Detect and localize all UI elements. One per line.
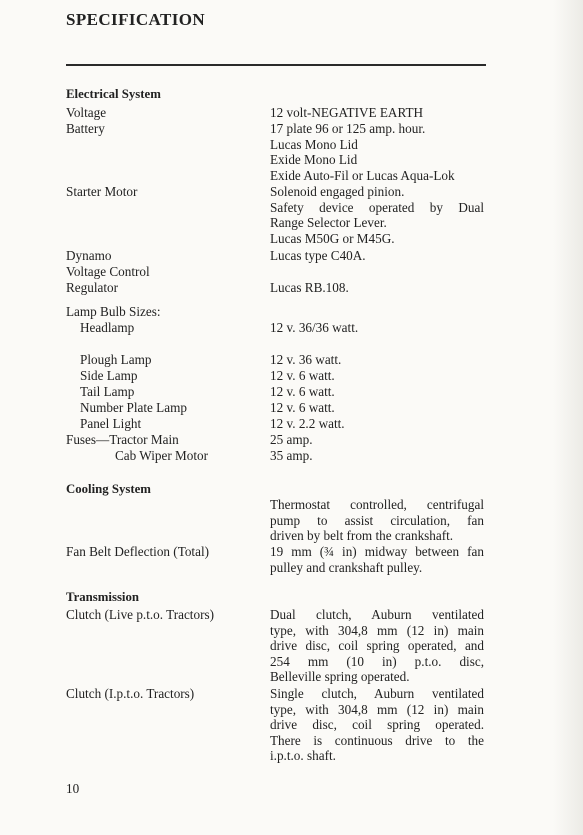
clutch-live-label: Clutch (Live p.t.o. Tractors) [66,607,214,622]
clutch-live-line: Belleville spring operated. [270,669,410,684]
clutch-ipto-line: type, with 304,8 mm (12 in) main [270,701,484,717]
lamp-sizes-label: Lamp Bulb Sizes: [66,304,161,319]
clutch-live-value [270,607,484,685]
page-edge-shadow [553,0,583,835]
clutch-live-line: 254 mm (10 in) p.t.o. disc, [270,653,484,669]
panel-light-value: 12 v. 2.2 watt. [270,416,345,431]
starter-line: Range Selector Lever. [270,215,387,230]
voltage-control-label: Voltage Control [66,264,150,279]
battery-line: Exide Auto-Fil or Lucas Aqua-Lok [270,167,455,183]
dynamo-label: Dynamo [66,248,112,263]
clutch-live-line: Dual clutch, Auburn ventilated [270,607,484,622]
page-title: SPECIFICATION [66,10,206,29]
side-lamp-value: 12 v. 6 watt. [270,368,335,383]
cooling-description [270,497,484,544]
battery-line: Lucas Mono Lid [270,136,358,152]
starter-line: Safety device operated by Dual [270,199,484,215]
regulator-label: Regulator [66,280,119,295]
fan-belt-line: pulley and crankshaft pulley. [270,559,423,575]
side-lamp-label: Side Lamp [80,368,138,383]
clutch-ipto-label: Clutch (I.p.t.o. Tractors) [66,686,195,701]
panel-light-label: Panel Light [80,416,142,431]
clutch-ipto-line: There is continuous drive to the [270,732,484,748]
fan-belt-label: Fan Belt Deflection (Total) [66,544,209,559]
starter-line: Solenoid engaged pinion. [270,184,405,199]
number-plate-lamp-value: 12 v. 6 watt. [270,400,335,415]
clutch-ipto-line: i.p.t.o. shaft. [270,748,336,763]
tail-lamp-value: 12 v. 6 watt. [270,384,335,399]
clutch-live-line: type, with 304,8 mm (12 in) main [270,622,484,638]
voltage-label: Voltage [66,105,107,120]
plough-lamp-label: Plough Lamp [80,352,152,367]
plough-lamp-value: 12 v. 36 watt. [270,352,342,367]
clutch-ipto-line: drive disc, coil spring operated. [270,717,484,732]
headlamp-label: Headlamp [80,320,135,335]
battery-value [270,121,484,183]
starter-line: Lucas M50G or M45G. [270,230,395,246]
electrical-heading: Electrical System [66,87,161,101]
regulator-value: Lucas RB.108. [270,280,349,295]
fuses-tractor-label: Fuses—Tractor Main [66,432,179,447]
clutch-live-line: drive disc, coil spring operated, and [270,638,484,653]
fuses-tractor-value: 25 amp. [270,432,313,447]
fan-belt-value [270,544,484,575]
fuses-cab-value: 35 amp. [270,448,313,463]
title-rule [66,64,486,66]
battery-line: Exide Mono Lid [270,152,358,167]
page-number: 10 [66,781,80,796]
number-plate-lamp-label: Number Plate Lamp [80,400,187,415]
clutch-ipto-line: Single clutch, Auburn ventilated [270,686,484,701]
tail-lamp-label: Tail Lamp [80,384,135,399]
transmission-heading: Transmission [66,590,140,604]
cooling-heading: Cooling System [66,482,151,496]
battery-line: 17 plate 96 or 125 amp. hour. [270,121,426,136]
fuses-cab-label: Cab Wiper Motor [115,448,208,463]
clutch-ipto-value [270,686,484,764]
fan-belt-line: 19 mm (¾ in) midway between fan [270,544,484,559]
battery-label: Battery [66,121,105,136]
cooling-line: Thermostat controlled, centrifugal [270,497,484,512]
headlamp-value: 12 v. 36/36 watt. [270,320,359,335]
cooling-line: pump to assist circulation, fan [270,512,484,528]
starter-label: Starter Motor [66,184,138,199]
voltage-value: 12 volt-NEGATIVE EARTH [270,105,424,120]
dynamo-value: Lucas type C40A. [270,248,366,263]
starter-value [270,184,484,246]
cooling-line: driven by belt from the crankshaft. [270,528,454,543]
